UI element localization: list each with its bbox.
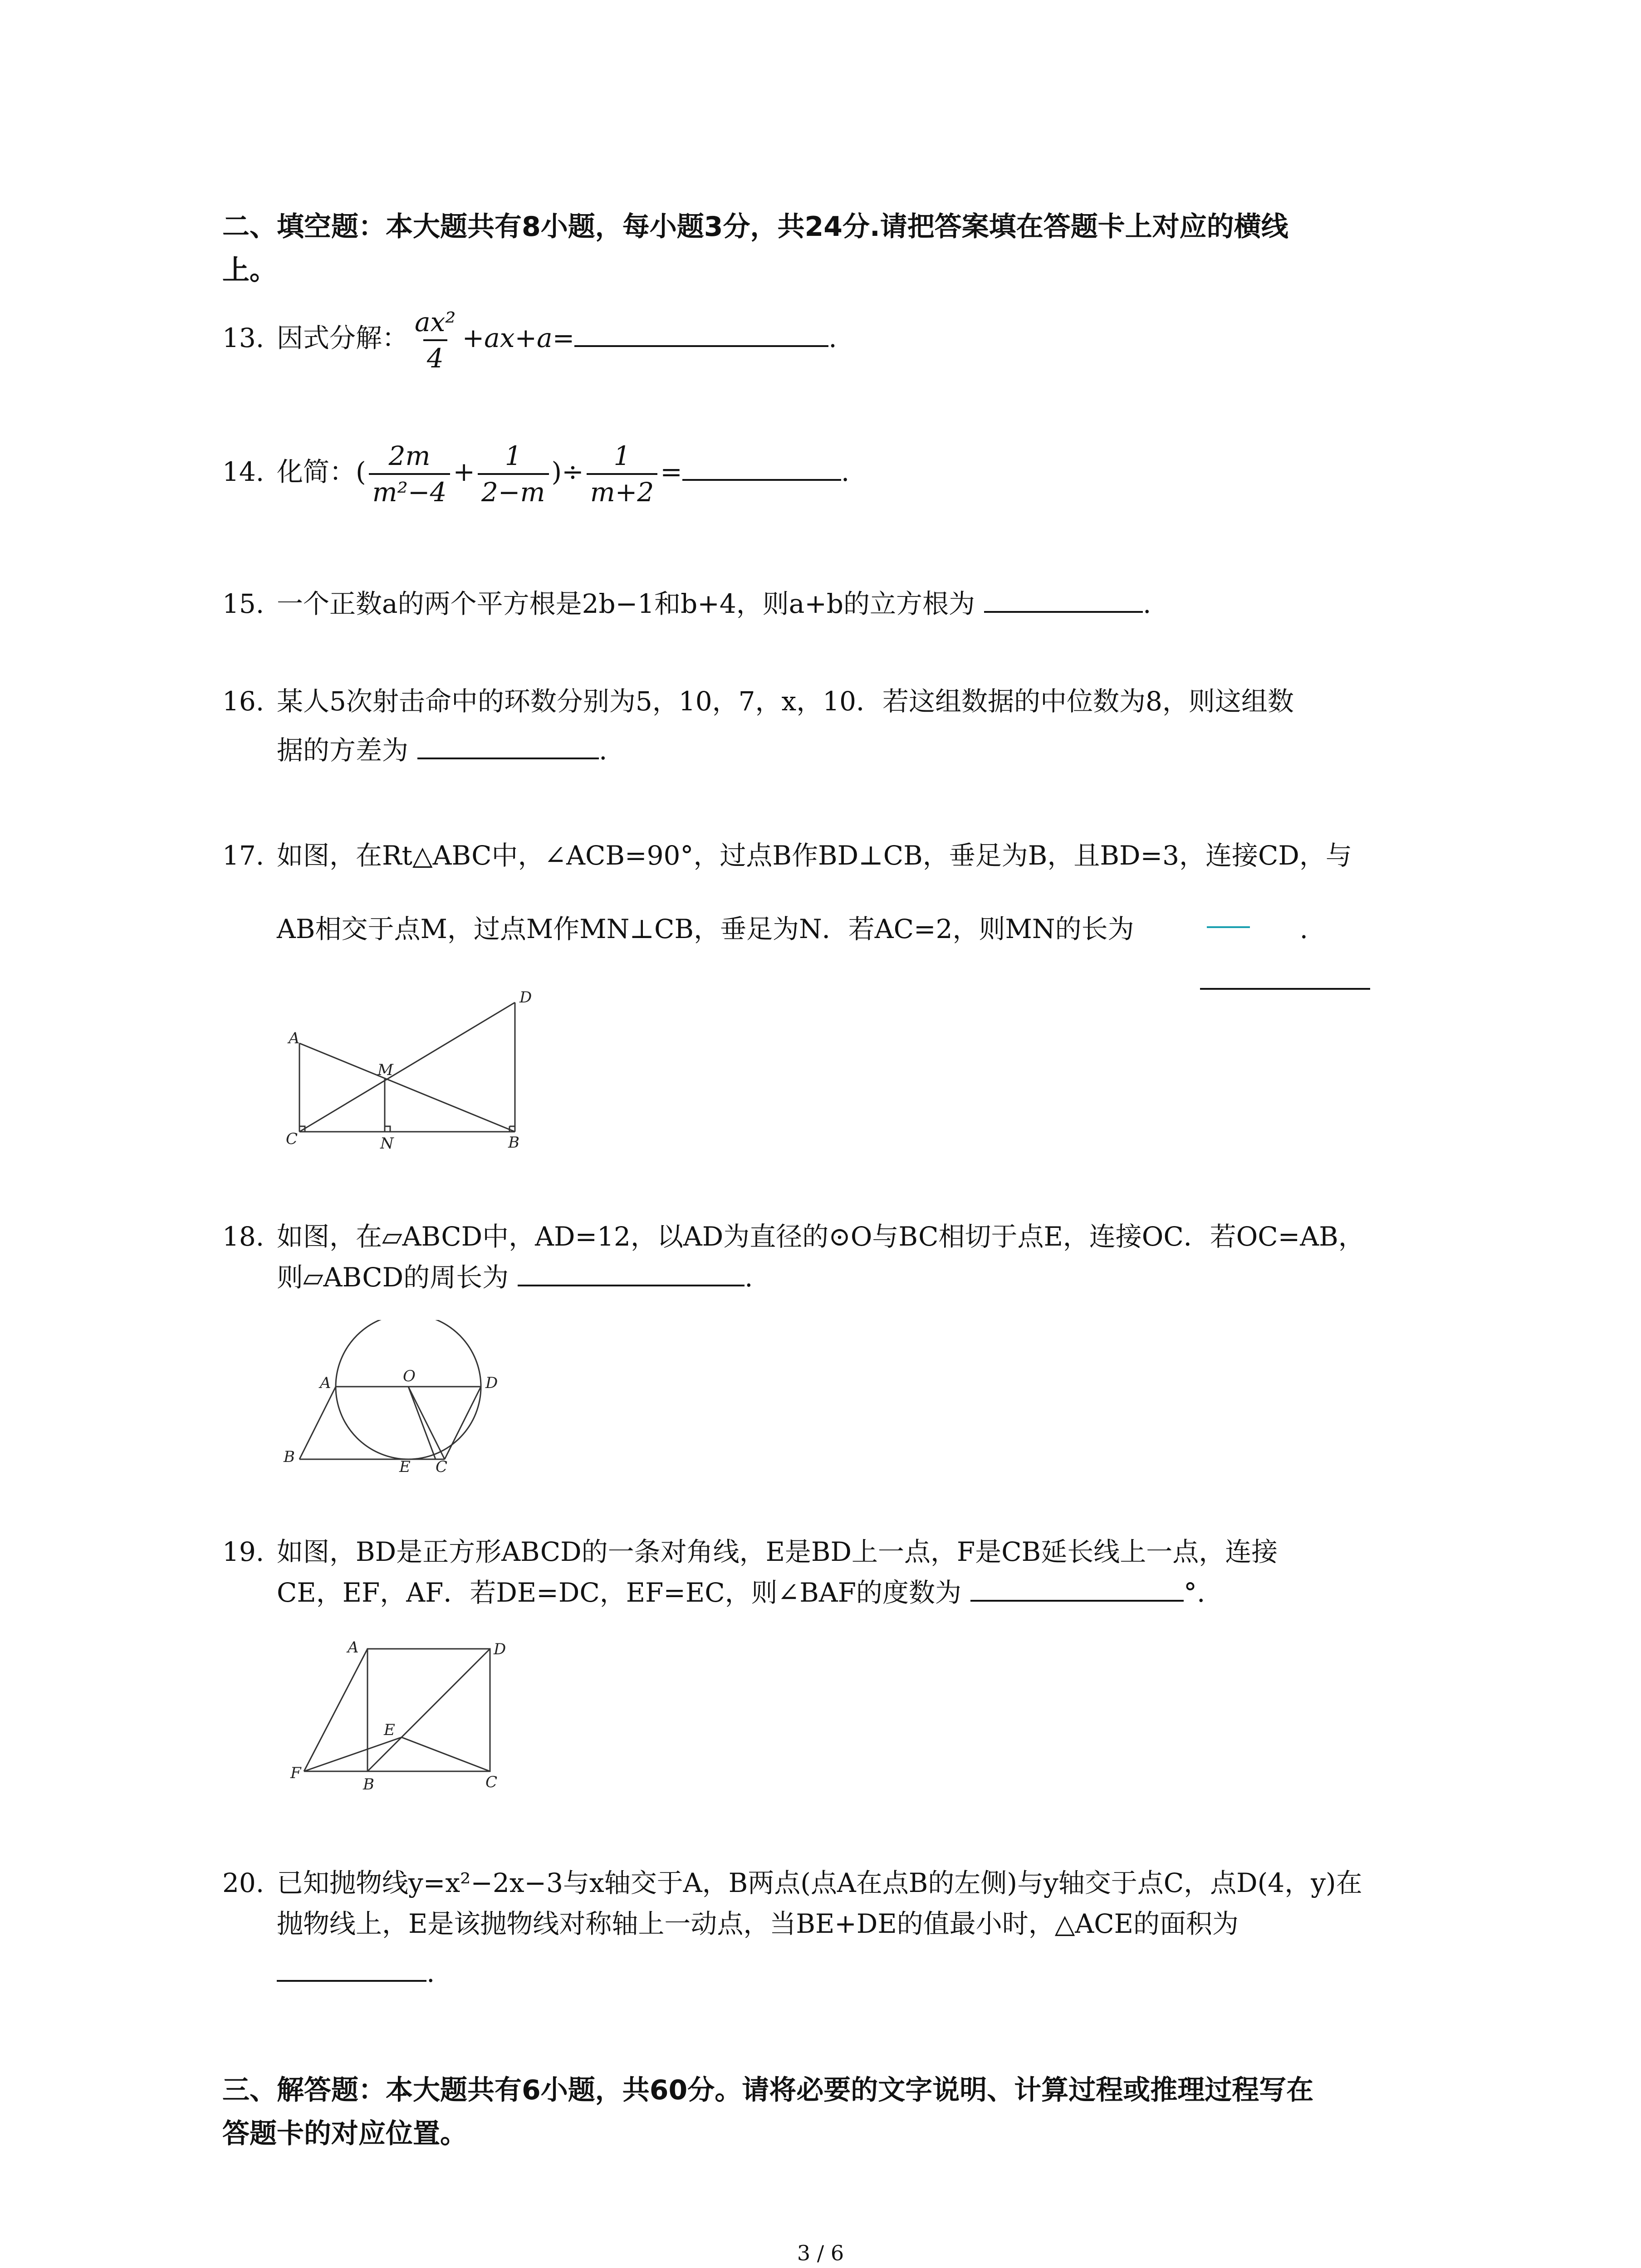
- question-17: [222, 839, 1352, 945]
- q14-div: )÷: [551, 456, 584, 488]
- label-E: E: [399, 1458, 411, 1476]
- question-number: 13.: [222, 323, 265, 354]
- figure-18: [272, 1320, 517, 1488]
- section-2-heading: [222, 205, 1288, 292]
- q14-fraction-2: [478, 442, 549, 506]
- figure-19: [286, 1635, 522, 1803]
- q16-end: .: [599, 735, 607, 766]
- q20-line1: 已知抛物线y=x²−2x−3与x轴交于A，B两点(点A在点B的左侧)与y轴交于点C，点D(4，y)在: [277, 1867, 1362, 1898]
- label-O: O: [403, 1367, 416, 1385]
- question-number: 20.: [222, 1867, 265, 1898]
- answer-blank[interactable]: [682, 479, 841, 481]
- q19-end: °.: [1184, 1577, 1205, 1608]
- figure-17: [272, 984, 563, 1166]
- question-16: [222, 685, 1294, 767]
- q14-f1-num: 2m: [388, 440, 431, 471]
- q14-fraction-3: [587, 442, 658, 506]
- q17-end: .: [1299, 914, 1308, 944]
- label-N: N: [380, 1134, 394, 1153]
- label-A: A: [348, 1638, 359, 1657]
- q14-prefix: 化简：(: [277, 456, 366, 488]
- label-C: C: [286, 1130, 298, 1148]
- label-A: A: [289, 1029, 300, 1047]
- q20-line2: 抛物线上，E是该抛物线对称轴上一动点，当BE+DE的值最小时，△ACE的面积为: [277, 1908, 1239, 1939]
- label-B: B: [284, 1448, 295, 1466]
- label-E: E: [384, 1721, 395, 1739]
- question-15: [222, 587, 1151, 620]
- section-3-heading: [222, 2068, 1313, 2156]
- label-B: B: [508, 1134, 519, 1152]
- q14-fraction-1: [369, 442, 451, 506]
- label-D: D: [519, 988, 532, 1007]
- question-number: 17.: [222, 840, 265, 871]
- q13-after: +ax+a=: [462, 323, 575, 354]
- question-14: [222, 442, 849, 506]
- q14-f3-num: 1: [613, 440, 631, 471]
- question-number: 16.: [222, 686, 265, 717]
- q14-f3-den: m+2: [587, 473, 658, 506]
- q16-line2: 据的方差为: [277, 735, 409, 766]
- q15-end: .: [1143, 588, 1151, 619]
- label-C: C: [485, 1773, 498, 1791]
- q13-frac-den: 4: [423, 339, 447, 372]
- answer-blank[interactable]: [984, 611, 1143, 613]
- q16-line1: 某人5次射击命中的环数分别为5，10，7，x，10．若这组数据的中位数为8，则这组数: [277, 686, 1294, 717]
- q14-f2-den: 2−m: [478, 473, 549, 506]
- q20-end: .: [426, 1957, 435, 1988]
- answer-blank[interactable]: [1200, 988, 1370, 990]
- q18-line1: 如图，在▱ABCD中，AD=12，以AD为直径的⊙O与BC相切于点E，连接OC．若OC=AB，: [277, 1221, 1365, 1252]
- section-3-line1: 三、解答题：本大题共有6小题，共60分。请将必要的文字说明、计算过程或推理过程写在: [222, 2074, 1314, 2106]
- section-3-line2: 答题卡的对应位置。: [222, 2118, 467, 2150]
- question-number: 19.: [222, 1536, 265, 1567]
- answer-blank[interactable]: [970, 1600, 1184, 1602]
- answer-blank[interactable]: [574, 345, 828, 347]
- q18-line2: 则▱ABCD的周长为: [277, 1262, 509, 1293]
- label-D: D: [494, 1640, 506, 1658]
- q13-frac-num: ax²: [415, 307, 456, 337]
- q17-line2: AB相交于点M，过点M作MN⊥CB，垂足为N．若AC=2，则MN的长为: [277, 914, 1134, 944]
- q13-end: .: [828, 323, 837, 354]
- q19-line1: 如图，BD是正方形ABCD的一条对角线，E是BD上一点，F是CB延长线上一点，连接: [277, 1536, 1278, 1567]
- answer-blank[interactable]: [277, 1980, 426, 1982]
- question-18: [222, 1220, 1365, 1294]
- label-F: F: [290, 1764, 301, 1782]
- section-2-line1: 二、填空题：本大题共有8小题，每小题3分，共24分.请把答案填在答题卡上对应的横线: [222, 211, 1288, 243]
- section-2-line2: 上。: [222, 254, 277, 286]
- question-20: [222, 1867, 1362, 1989]
- label-M: M: [377, 1061, 393, 1079]
- label-A: A: [320, 1374, 331, 1392]
- q15-text: 一个正数a的两个平方根是2b−1和b+4，则a+b的立方根为: [277, 588, 975, 619]
- label-C: C: [436, 1458, 448, 1476]
- label-D: D: [485, 1374, 498, 1392]
- q14-end: .: [841, 456, 850, 488]
- question-number: 18.: [222, 1221, 265, 1252]
- q14-plus: +: [453, 456, 475, 488]
- q18-end: .: [745, 1262, 753, 1293]
- answer-blank[interactable]: [417, 758, 599, 759]
- question-number: 15.: [222, 588, 265, 619]
- q13-prefix: 因式分解：: [277, 323, 409, 354]
- question-number: 14.: [222, 456, 265, 488]
- page-number: 3 / 6: [797, 2241, 844, 2265]
- answer-mark: [1207, 926, 1250, 928]
- question-19: [222, 1535, 1278, 1609]
- q13-fraction: [411, 308, 460, 372]
- q14-f2-num: 1: [505, 440, 522, 471]
- q14-f1-den: m²−4: [369, 473, 451, 506]
- q19-line2: CE，EF，AF．若DE=DC，EF=EC，则∠BAF的度数为: [277, 1577, 961, 1608]
- q17-line1: 如图，在Rt△ABC中，∠ACB=90°，过点B作BD⊥CB，垂足为B，且BD=3，连接CD，与: [277, 840, 1352, 871]
- question-13: [222, 308, 837, 372]
- q14-eq: =: [660, 456, 682, 488]
- label-B: B: [363, 1775, 374, 1794]
- answer-blank[interactable]: [518, 1285, 745, 1286]
